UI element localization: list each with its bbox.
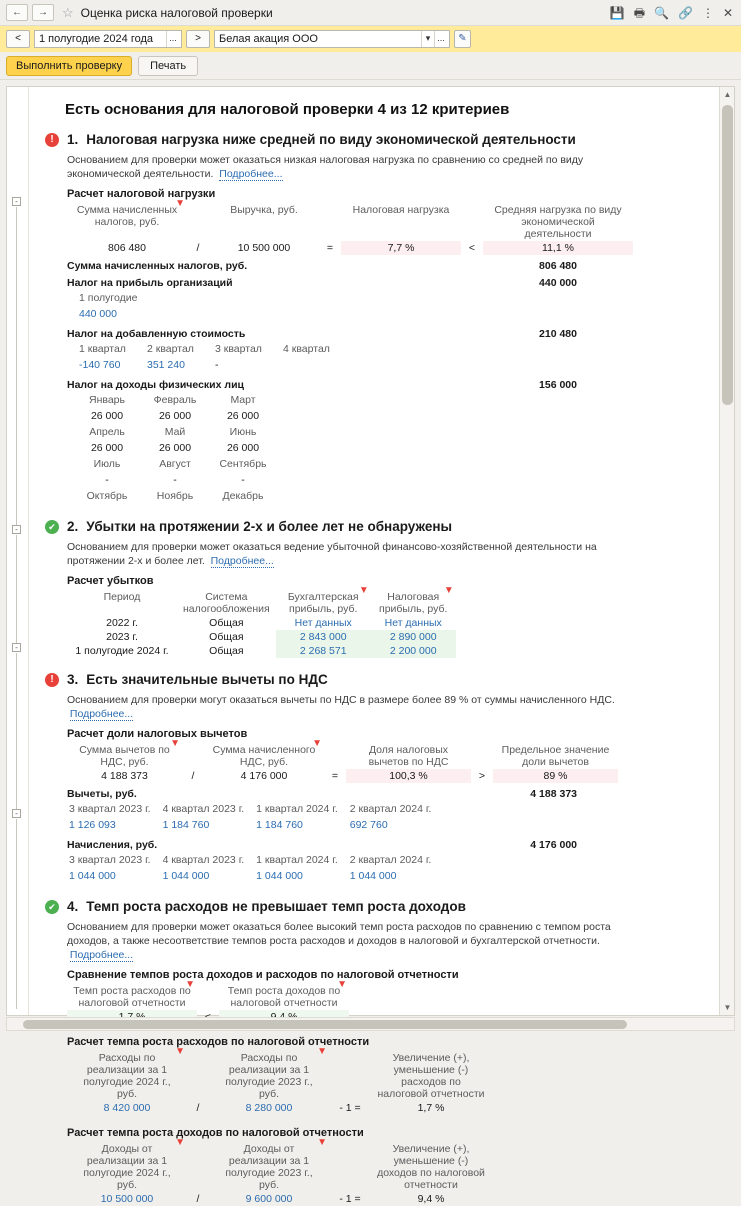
c1-block-0-total: 806 480 [539, 260, 577, 272]
c3-block-0 [67, 788, 708, 800]
c4-sub1-title: Расчет темпа роста расходов по налоговой отчетности [67, 1036, 370, 1048]
criterion-2 [45, 519, 708, 658]
collapse-toggle-3[interactable]: - [12, 643, 21, 652]
open-card-icon[interactable]: ✎ [454, 30, 471, 48]
c1-block-0 [67, 260, 708, 272]
c1-block-2-grid: 1 квартал 2 квартал 3 квартал 4 квартал -140 760 351 240 - [79, 343, 330, 371]
c3-block-0-total: 4 188 373 [530, 788, 577, 800]
table-row: 2022 г. Общая Нет данных Нет данных [106, 617, 442, 629]
c4-sub1-table: ▼ Расходы по реализации за 1 полугодие 2024 г., руб. ▼ Расходы по реализации за 1 полугодие 2023 г., руб. Увеличение (+), уменьшение (-) расходов по налоговой отчетности 8 420 000 / 8 280 000 - 1 = 1,7 % [67, 1051, 491, 1115]
criterion-1-header [45, 132, 708, 147]
criterion-2-section-title: Расчет убытков [67, 575, 154, 587]
c1-block-2 [67, 328, 708, 340]
c4s2-v2[interactable]: 9 600 000 [245, 1193, 293, 1205]
print-icon[interactable]: 🖶 [633, 5, 646, 20]
c1-block-2-label: Налог на добавленную стоимость [67, 328, 246, 340]
c3-block-1-total: 4 176 000 [530, 839, 577, 851]
criterion-4-section-title: Сравнение темпов роста доходов и расходов по налоговой отчетности [67, 969, 459, 981]
c4s1-h3: Увеличение (+), уменьшение (-) расходов по налоговой отчетности [377, 1052, 485, 1100]
c4s1-v1[interactable]: 8 420 000 [103, 1102, 151, 1114]
organization-select-button[interactable]: ... [434, 31, 447, 47]
status-badge-ok-icon [45, 520, 59, 534]
criterion-4-number: 4. [67, 899, 79, 914]
criterion-1-section-title: Расчет налоговой нагрузки [67, 188, 216, 200]
c4s2-h2: ▼ Доходы от реализации за 1 полугодие 2023 г., руб. [225, 1137, 327, 1191]
criterion-4-description-text: Основанием для проверки может оказаться более высокий темп роста расходов по сравнению с темпом роста доходов, а также несоответствие темпов роста расходов и доходов в налоговой и бухгалтерской отчетности. [67, 921, 611, 947]
criterion-3-title: Есть значительные вычеты по НДС [86, 672, 328, 687]
c3-h3: Доля налоговых вычетов по НДС [368, 744, 449, 768]
c4s2-h3: Увеличение (+), уменьшение (-) доходов по налоговой отчетности [377, 1143, 485, 1191]
c2-h4: ▼ Налоговая прибыль, руб. [379, 585, 454, 615]
c1-op2: = [326, 242, 334, 254]
c3-block-0-grid: 3 квартал 2023 г. 4 квартал 2023 г. 1 квартал 2024 г. 2 квартал 2024 г. 1 126 093 1 184 760 1 184 760 692 760 [69, 803, 432, 831]
criterion-4 [45, 899, 708, 1206]
c1-block-3-label: Налог на доходы физических лиц [67, 379, 244, 391]
c1-h3: Налоговая нагрузка [352, 204, 450, 216]
organization-field[interactable] [214, 30, 450, 48]
horizontal-scrollbar[interactable] [6, 1017, 735, 1031]
c2-h3: ▼ Бухгалтерская прибыль, руб. [287, 585, 369, 615]
run-check-button[interactable]: Выполнить проверку [6, 56, 132, 76]
status-badge-error-icon [45, 133, 59, 147]
window-title-bar [0, 0, 741, 26]
c3-v4: 89 % [493, 769, 618, 783]
criterion-1-formula-table [67, 198, 633, 255]
titlebar-actions [610, 7, 735, 19]
c1-block-3 [67, 379, 708, 391]
c4-sub2-title: Расчет темпа роста доходов по налоговой отчетности [67, 1127, 364, 1139]
c4s1-h1: ▼ Расходы по реализации за 1 полугодие 2024 г., руб. [83, 1046, 185, 1100]
c1-block-1-total: 440 000 [539, 277, 577, 289]
c4s2-h1: ▼ Доходы от реализации за 1 полугодие 2024 г., руб. [83, 1137, 185, 1191]
criterion-2-more-link[interactable]: Подробнее... [210, 555, 274, 567]
c2-h1: Период [103, 591, 141, 603]
collapse-toggle-4[interactable]: - [12, 809, 21, 818]
criterion-3-section-title: Расчет доли налоговых вычетов [67, 728, 248, 740]
criterion-2-title: Убытки на протяжении 2-х и более лет не обнаружены [86, 519, 453, 534]
next-period-button[interactable]: > [186, 30, 210, 48]
criterion-2-description-text: Основанием для проверки может оказаться ведение убыточной финансово-хозяйственной деятельности на протяжении 2-х и более лет. [67, 541, 597, 567]
criterion-4-header [45, 899, 708, 914]
collapse-toggle-2[interactable]: - [12, 525, 21, 534]
print-button[interactable]: Печать [138, 56, 198, 76]
c1-block-0-label: Сумма начисленных налогов, руб. [67, 260, 248, 272]
c1-h4: Средняя нагрузка по виду экономической деятельности [494, 204, 622, 240]
c1-block-2-total: 210 480 [539, 328, 577, 340]
menu-icon[interactable]: ⋮ [701, 5, 714, 20]
criterion-2-table [67, 585, 456, 658]
c4-h2: ▼ Темп роста доходов по налоговой отчетности [227, 979, 347, 1009]
c4s1-h2: ▼ Расходы по реализации за 1 полугодие 2023 г., руб. [225, 1046, 327, 1100]
criterion-1-description [67, 153, 627, 181]
criterion-3 [45, 672, 708, 885]
c1-h1: ▼ Сумма начисленных налогов, руб. [76, 198, 185, 228]
c1-block-3-total: 156 000 [539, 379, 577, 391]
criterion-3-description [67, 693, 627, 721]
horizontal-scroll-thumb[interactable] [23, 1020, 627, 1029]
criterion-2-number: 2. [67, 519, 79, 534]
back-button[interactable]: ← [6, 4, 28, 21]
c4s2-v1[interactable]: 10 500 000 [100, 1193, 154, 1205]
criterion-2-header [45, 519, 708, 534]
c4-h1: ▼ Темп роста расходов по налоговой отчетности [73, 979, 195, 1009]
content-area [0, 80, 741, 1205]
criterion-1-description-text: Основанием для проверки может оказаться низкая налоговая нагрузка по сравнению со средней по виду экономической деятельности. [67, 154, 584, 180]
c1-op3: < [468, 242, 476, 254]
c3-v1: 4 188 373 [101, 770, 148, 782]
period-field[interactable] [34, 30, 182, 48]
c4s1-v2[interactable]: 8 280 000 [245, 1102, 293, 1114]
c1-v3: 7,7 % [341, 241, 461, 255]
outline-gutter [7, 87, 29, 1015]
report-heading: Есть основания для налоговой проверки 4 из 12 критериев [65, 101, 510, 118]
criterion-1-title: Налоговая нагрузка ниже средней по виду экономической деятельности [86, 132, 576, 147]
c1-b1-a1[interactable]: 440 000 [79, 308, 117, 320]
c3-v3: 100,3 % [346, 769, 471, 783]
star-icon[interactable]: ☆ [62, 4, 74, 20]
link-icon[interactable]: 🔗 [677, 5, 693, 20]
c3-block-1 [67, 839, 708, 851]
c3-block-1-label: Начисления, руб. [67, 839, 158, 851]
c1-h2: Выручка, руб. [230, 204, 298, 216]
period-select-button[interactable]: ... [166, 31, 179, 47]
vertical-scrollbar[interactable] [719, 87, 734, 1015]
criterion-3-formula-table: ▼ Сумма вычетов по НДС, руб. ▼ Сумма начисленного НДС, руб. Доля налоговых вычетов по НДС Предельное значение доли вычетов 4 188 373 / 4 176 000 = 100,3 % > 89 % [67, 743, 618, 783]
criterion-4-title: Темп роста расходов не превышает темп роста доходов [86, 899, 466, 914]
c3-block-1-grid: 3 квартал 2023 г. 4 квартал 2023 г. 1 квартал 2024 г. 2 квартал 2024 г. 1 044 000 1 044 000 1 044 000 1 044 000 [69, 854, 432, 882]
c1-v1: 806 480 [108, 242, 146, 254]
c1-block-1-grid [77, 289, 149, 323]
vertical-scroll-thumb[interactable] [722, 105, 733, 405]
table-row: 1 полугодие 2024 г. Общая 2 268 571 2 200 000 [67, 644, 456, 658]
c1-b1-p1: 1 полугодие [79, 292, 138, 304]
criterion-4-more-link[interactable]: Подробнее... [69, 949, 134, 961]
c1-v2: 10 500 000 [237, 242, 291, 254]
criterion-3-description-text: Основанием для проверки могут оказаться вычеты по НДС в размере более 89 % от суммы начисленного НДС. [67, 694, 615, 706]
scroll-down-arrow-icon[interactable]: ▼ [723, 1003, 732, 1012]
criterion-3-more-link[interactable]: Подробнее... [69, 708, 134, 720]
command-bar [0, 52, 741, 80]
preview-icon[interactable]: 🔍 [654, 5, 669, 20]
criterion-2-description [67, 540, 627, 568]
chevron-down-icon[interactable]: ▾ [421, 31, 434, 47]
report-document [6, 86, 735, 1205]
collapse-toggle-1[interactable]: - [12, 197, 21, 206]
forward-button[interactable]: → [32, 4, 54, 21]
criterion-4-description [67, 920, 627, 962]
criterion-3-header [45, 672, 708, 687]
period-selection-bar [0, 26, 741, 52]
c4s1-v3: 1,7 % [417, 1102, 445, 1114]
page-title: Оценка риска налоговой проверки [80, 5, 273, 20]
c3-h4: Предельное значение доли вычетов [501, 744, 610, 768]
c1-block-1 [67, 277, 708, 289]
organization-value: Белая акация ООО [219, 33, 318, 45]
prev-period-button[interactable]: < [6, 30, 30, 48]
criterion-1 [45, 132, 708, 505]
criterion-3-number: 3. [67, 672, 79, 687]
period-value: 1 полугодие 2024 года [39, 33, 154, 45]
scroll-up-arrow-icon[interactable]: ▲ [723, 90, 732, 99]
table-row: 2023 г. Общая 2 843 000 2 890 000 [67, 630, 456, 644]
c1-op1: / [196, 242, 200, 254]
c3-h2: ▼ Сумма начисленного НДС, руб. [212, 738, 322, 768]
c2-h2: Система налогообложения [183, 591, 270, 615]
report-page [29, 87, 718, 1205]
c3-v2: 4 176 000 [240, 770, 288, 782]
c1-v4: 11,1 % [483, 241, 633, 255]
c3-block-0-label: Вычеты, руб. [67, 788, 137, 800]
c4s2-v3: 9,4 % [417, 1193, 445, 1205]
status-badge-ok-icon [45, 900, 59, 914]
criterion-1-number: 1. [67, 132, 79, 147]
close-icon[interactable]: ✕ [722, 5, 733, 20]
criterion-1-more-link[interactable]: Подробнее... [219, 168, 283, 180]
status-badge-error-icon [45, 673, 59, 687]
c1-block-1-label: Налог на прибыль организаций [67, 277, 233, 289]
c4-sub2-table: ▼ Доходы от реализации за 1 полугодие 2024 г., руб. ▼ Доходы от реализации за 1 полугодие 2023 г., руб. Увеличение (+), уменьшение (-) доходов по налоговой отчетности 10 500 000 / 9 600 000 - 1 = 9,4 % [67, 1142, 491, 1206]
save-icon[interactable]: 💾 [609, 5, 625, 20]
c3-h1: ▼ Сумма вычетов по НДС, руб. [79, 738, 180, 768]
c1-block-3-grid: Январь Февраль Март 26 000 26 000 26 000 Апрель Май Июнь 26 000 26 000 26 000 Июль Август Сентябрь - - - Октябрь Ноябрь Декабрь [86, 394, 267, 502]
